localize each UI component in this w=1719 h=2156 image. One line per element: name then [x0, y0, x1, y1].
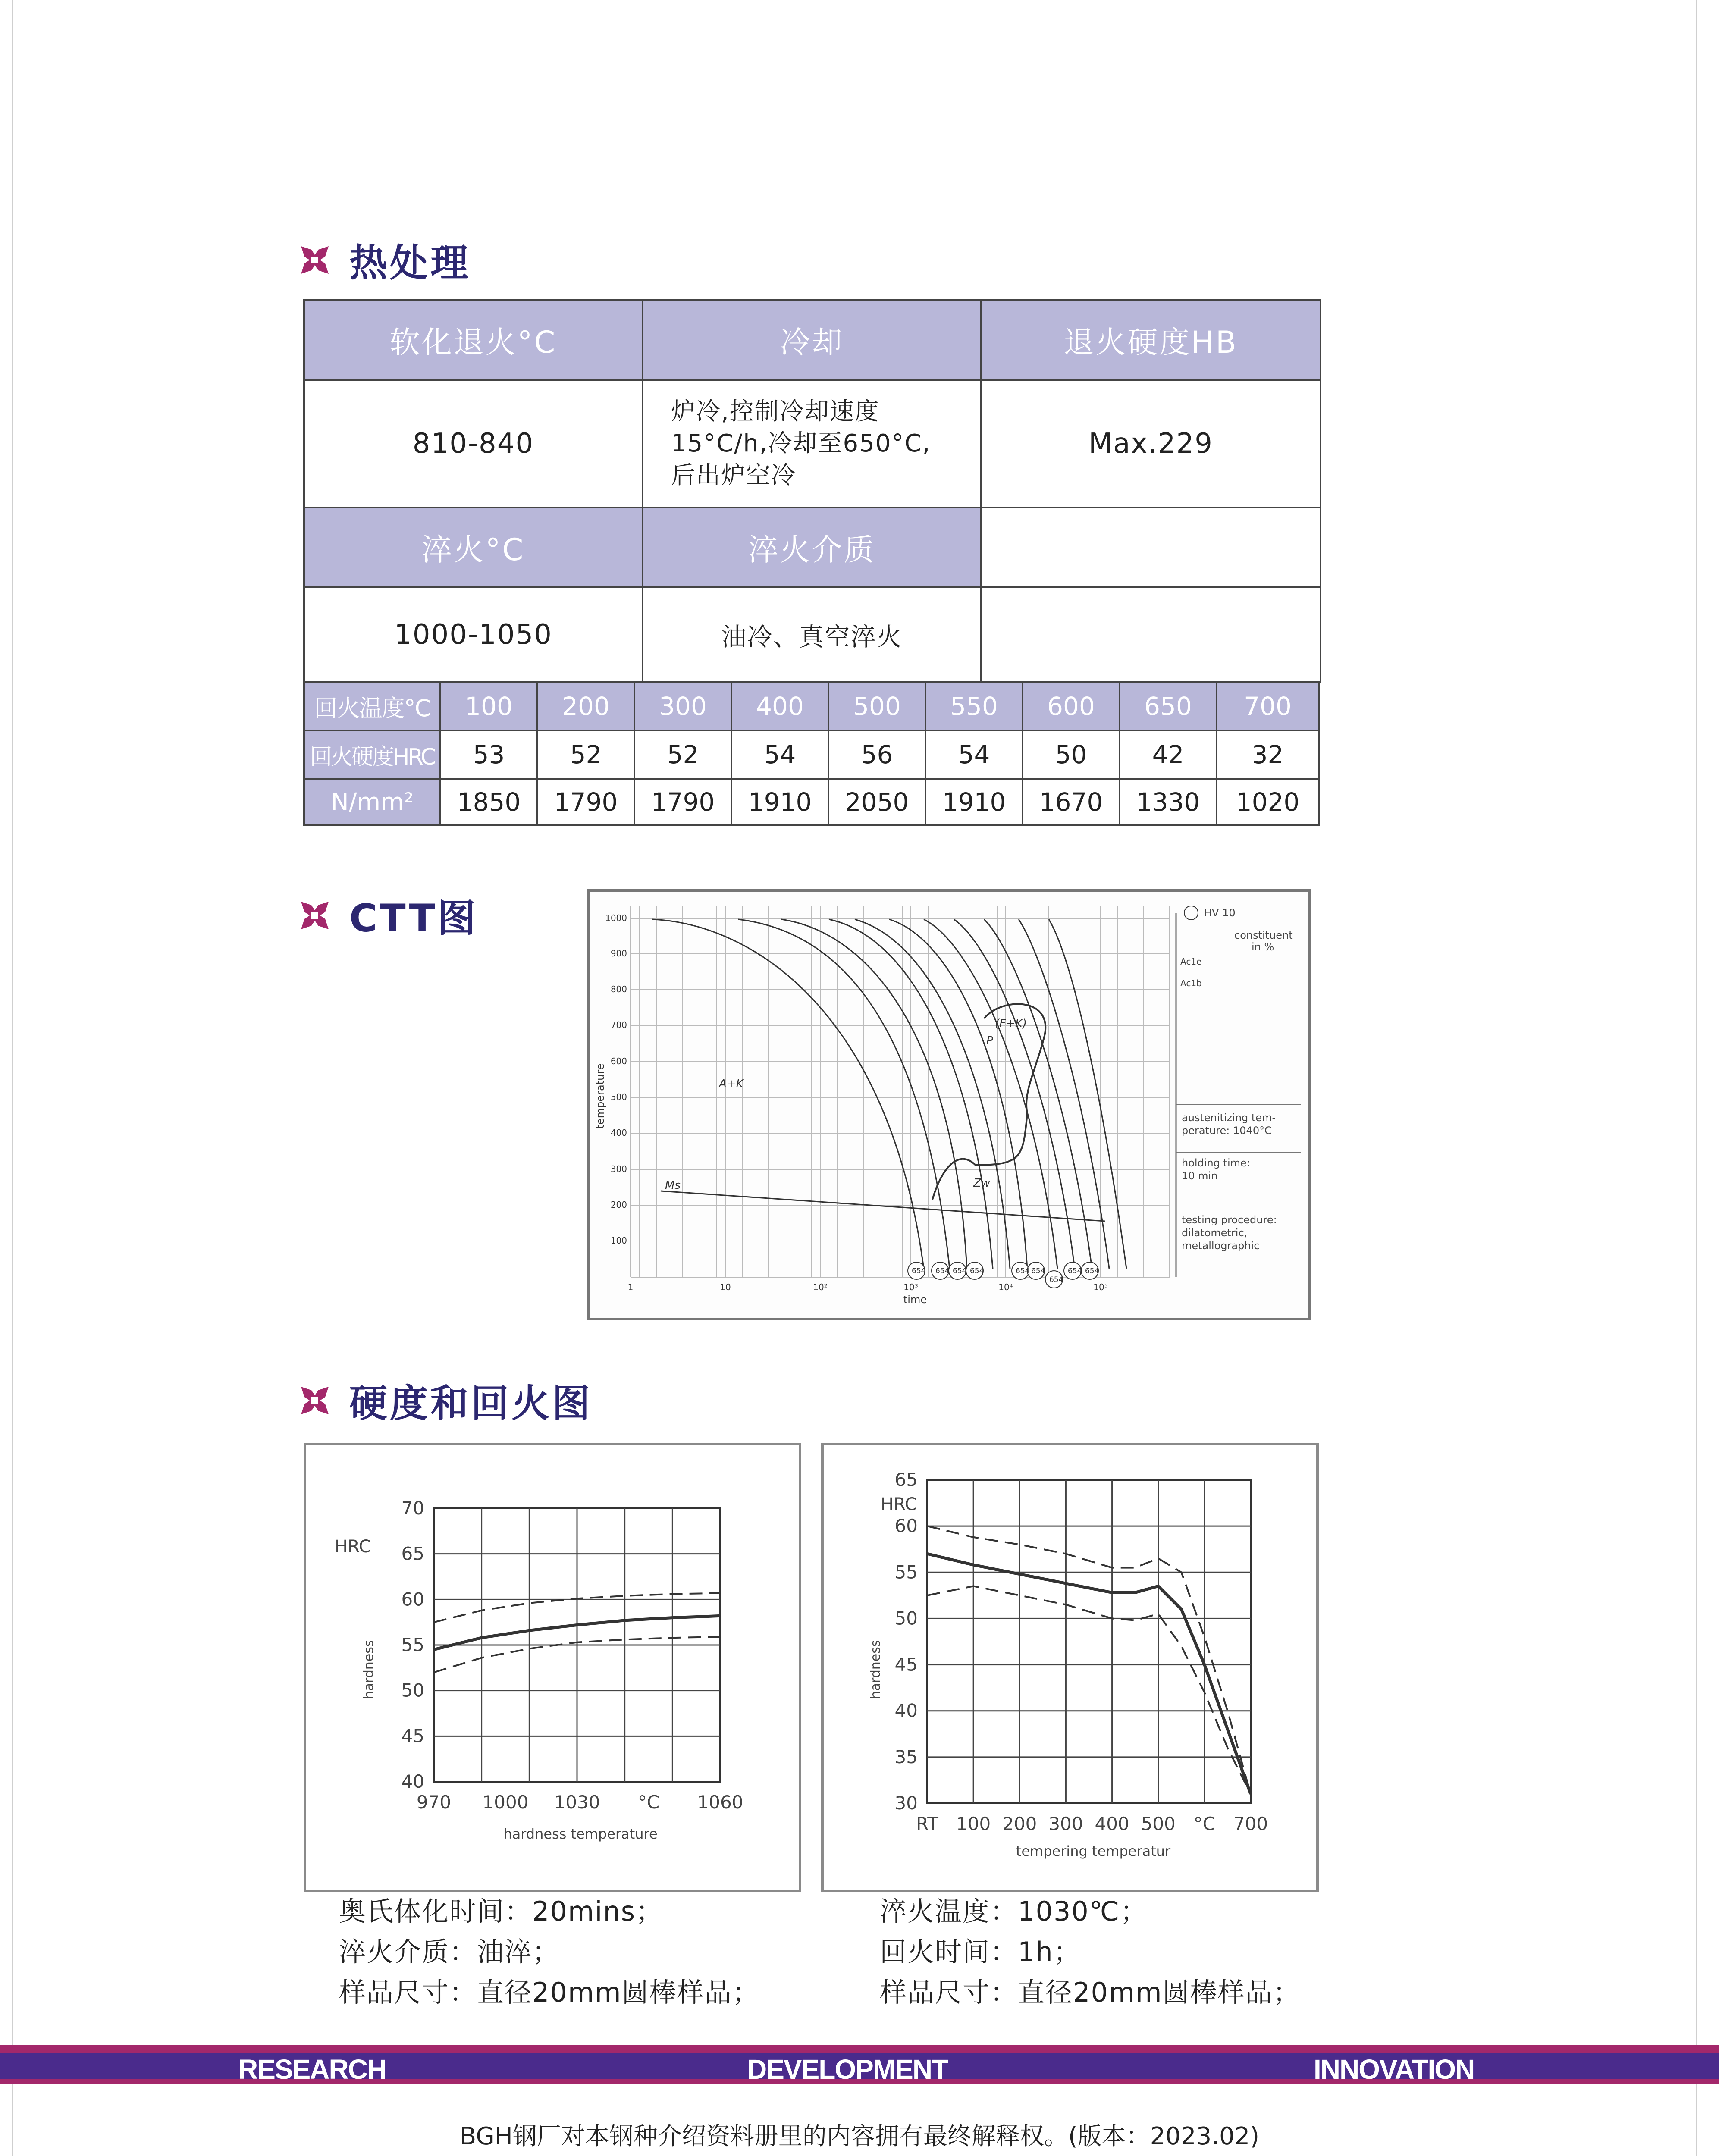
svg-text:A+K: A+K — [719, 1078, 743, 1091]
band-research: RESEARCH — [238, 2054, 386, 2085]
svg-text:Ac1e: Ac1e — [1180, 956, 1202, 967]
temper-hrc: 32 — [1217, 730, 1319, 779]
x-tick-label: 100 — [956, 1813, 991, 1834]
label-temper-hrc: 回火硬度HRC — [304, 730, 440, 779]
svg-text:100: 100 — [610, 1235, 627, 1246]
chart1-y-ticks — [402, 1498, 424, 1792]
hardness-series-line — [927, 1554, 1251, 1794]
svg-text:654: 654 — [1085, 1267, 1099, 1275]
y-tick-label: 60 — [894, 1515, 918, 1537]
tempering-table — [303, 681, 1320, 826]
x-tick-label: 200 — [1002, 1813, 1037, 1834]
chart1-xlabel: hardness temperature — [503, 1826, 658, 1842]
svg-text:10²: 10² — [813, 1282, 828, 1292]
x-tick-label: 1000 — [482, 1792, 529, 1813]
cross-icon — [298, 898, 332, 933]
temper-hrc: 52 — [634, 730, 731, 779]
header-cooling: 冷却 — [643, 300, 981, 380]
strength: 1850 — [440, 779, 537, 825]
y-tick-label: 65 — [401, 1543, 424, 1564]
temper-hrc: 52 — [537, 730, 634, 779]
chart2-y-unit: HRC — [881, 1495, 917, 1514]
chart2-ylabel: hardness — [868, 1640, 883, 1699]
x-tick-label: 500 — [1141, 1813, 1176, 1834]
section-title-ctt — [298, 888, 478, 943]
y-tick-label: 55 — [401, 1634, 424, 1655]
svg-text:testing procedure:: testing procedure: — [1182, 1214, 1277, 1226]
label-temper-temp: 回火温度°C — [304, 682, 440, 730]
cooling-line: 炉冷,控制冷却速度 — [671, 398, 880, 426]
chart2-grid — [927, 1480, 1251, 1803]
temper-temp: 200 — [537, 682, 634, 730]
svg-text:Ms: Ms — [665, 1179, 681, 1192]
strength: 1910 — [731, 779, 828, 825]
y-tick-label: 40 — [894, 1700, 918, 1721]
chart2-series — [927, 1526, 1251, 1794]
y-tick-label: 70 — [401, 1498, 424, 1519]
svg-text:600: 600 — [610, 1056, 627, 1066]
section-title-text: 热处理 — [349, 241, 471, 285]
ctt-xlabel: time — [903, 1294, 927, 1306]
chart1-y-unit: HRC — [335, 1537, 371, 1557]
y-tick-label: 45 — [401, 1725, 424, 1747]
svg-text:10³: 10³ — [903, 1282, 918, 1292]
chart2-x-ticks — [916, 1813, 1268, 1834]
cooling-line: 15°C/h,冷却至650°C, — [671, 429, 931, 458]
chart2-y-ticks — [895, 1469, 918, 1814]
y-tick-label: 65 — [894, 1469, 918, 1490]
x-tick-label: °C — [1193, 1813, 1216, 1834]
svg-text:constituent: constituent — [1234, 929, 1293, 941]
strength: 1790 — [537, 779, 634, 825]
x-tick-label: 300 — [1048, 1813, 1083, 1834]
band-innovation: INNOVATION — [1314, 2054, 1474, 2085]
footer-disclaimer: BGH钢厂对本钢种介绍资料册里的内容拥有最终解释权。(版本：2023.02) — [459, 2122, 1260, 2150]
svg-text:in %: in % — [1252, 941, 1274, 953]
quench-medium-value: 油冷、真空淬火 — [643, 587, 981, 682]
notes-right — [880, 1891, 1301, 2013]
header-annealed-hardness: 退火硬度HB — [981, 300, 1321, 380]
section-title-heat-treatment — [298, 233, 471, 287]
svg-text:654: 654 — [953, 1267, 967, 1275]
svg-text:10: 10 — [720, 1282, 731, 1292]
temper-hrc: 54 — [925, 730, 1023, 779]
note-line: 样品尺寸：直径20mm圆棒样品； — [339, 1977, 760, 2008]
band-top — [0, 2045, 1719, 2053]
note-line: 样品尺寸：直径20mm圆棒样品； — [880, 1977, 1301, 2008]
temper-temp: 650 — [1120, 682, 1217, 730]
y-tick-label: 30 — [894, 1792, 918, 1814]
band-development: DEVELOPMENT — [747, 2054, 948, 2085]
x-tick-label: RT — [916, 1813, 938, 1834]
chart1-x-ticks — [417, 1792, 743, 1813]
y-tick-label: 35 — [894, 1746, 918, 1767]
svg-text:300: 300 — [610, 1164, 627, 1174]
section-title-text: CTT图 — [349, 896, 478, 940]
svg-text:holding time:: holding time: — [1182, 1157, 1250, 1169]
x-tick-label: 1030 — [554, 1792, 600, 1813]
cooling-line: 后出炉空冷 — [671, 461, 796, 489]
cooling-value — [643, 380, 981, 508]
svg-text:654: 654 — [1068, 1267, 1082, 1275]
svg-text:metallographic: metallographic — [1182, 1240, 1260, 1252]
temper-hrc: 42 — [1120, 730, 1217, 779]
temper-temp: 400 — [731, 682, 828, 730]
ctt-ylabel: temperature — [594, 1063, 606, 1129]
temper-hrc: 54 — [731, 730, 828, 779]
section-title-hardness — [298, 1373, 593, 1428]
svg-text:654: 654 — [1016, 1267, 1030, 1275]
y-tick-label: 60 — [401, 1589, 424, 1610]
x-tick-label: °C — [637, 1792, 660, 1813]
svg-text:austenitizing tem-: austenitizing tem- — [1182, 1112, 1276, 1124]
strength: 1910 — [925, 779, 1023, 825]
svg-text:10 min: 10 min — [1182, 1170, 1218, 1182]
svg-text:1: 1 — [627, 1282, 634, 1292]
temper-temp: 500 — [828, 682, 925, 730]
y-tick-label: 50 — [894, 1608, 918, 1629]
strength: 1330 — [1120, 779, 1217, 825]
strength: 1020 — [1217, 779, 1319, 825]
svg-text:200: 200 — [610, 1200, 627, 1210]
y-tick-label: 45 — [894, 1654, 918, 1675]
y-tick-label: 50 — [401, 1680, 424, 1701]
note-line: 奥氏体化时间：20mins； — [339, 1896, 664, 1927]
svg-text:654: 654 — [912, 1267, 926, 1275]
strength: 2050 — [828, 779, 925, 825]
temper-temp: 700 — [1217, 682, 1319, 730]
x-tick-label: 700 — [1233, 1813, 1268, 1834]
heat-treatment-table — [303, 299, 1321, 683]
quenching-value: 1000-1050 — [304, 587, 643, 682]
svg-text:HV 10: HV 10 — [1204, 907, 1236, 919]
svg-text:400: 400 — [610, 1128, 627, 1138]
chart1-ylabel: hardness — [361, 1640, 376, 1699]
header-quenching: 淬火°C — [304, 508, 643, 587]
annealed-hardness-value: Max.229 — [981, 380, 1321, 508]
hardness-temperature-chart — [304, 1443, 801, 1892]
svg-text:10⁴: 10⁴ — [998, 1282, 1013, 1292]
section-title-text: 硬度和回火图 — [349, 1381, 593, 1426]
strength: 1670 — [1023, 779, 1120, 825]
note-line: 淬火介质：油淬； — [339, 1936, 560, 1968]
svg-text:800: 800 — [610, 984, 627, 994]
temper-temp: 550 — [925, 682, 1023, 730]
x-tick-label: 1060 — [697, 1792, 743, 1813]
svg-text:1000: 1000 — [605, 913, 627, 923]
header-empty — [981, 508, 1321, 587]
note-line: 淬火温度：1030℃； — [880, 1896, 1148, 1927]
strength: 1790 — [634, 779, 731, 825]
hardness-series-line — [927, 1586, 1251, 1794]
empty-cell — [981, 587, 1321, 682]
chart1-grid — [434, 1508, 720, 1782]
temper-hrc: 50 — [1023, 730, 1120, 779]
svg-text:10⁵: 10⁵ — [1093, 1282, 1108, 1292]
temper-hrc: 53 — [440, 730, 537, 779]
header-soft-annealing: 软化退火°C — [304, 300, 643, 380]
temper-temp: 600 — [1023, 682, 1120, 730]
svg-text:500: 500 — [610, 1092, 627, 1102]
temper-temp: 300 — [634, 682, 731, 730]
svg-text:Ac1b: Ac1b — [1180, 978, 1202, 988]
cross-icon — [298, 243, 332, 277]
chart2-xlabel: tempering temperatur — [1016, 1843, 1171, 1859]
label-strength: N/mm² — [304, 779, 440, 825]
soft-annealing-value: 810-840 — [304, 380, 643, 508]
svg-text:dilatometric,: dilatometric, — [1182, 1227, 1248, 1239]
svg-text:Zw: Zw — [973, 1177, 991, 1190]
x-tick-label: 970 — [416, 1792, 452, 1813]
cross-icon — [298, 1383, 332, 1418]
svg-text:700: 700 — [610, 1020, 627, 1030]
temper-hrc: 56 — [828, 730, 925, 779]
svg-text:900: 900 — [610, 948, 627, 959]
svg-text:perature: 1040°C: perature: 1040°C — [1182, 1125, 1272, 1137]
svg-text:654: 654 — [1031, 1267, 1045, 1275]
header-quench-medium: 淬火介质 — [643, 508, 981, 587]
note-line: 回火时间：1h； — [880, 1936, 1081, 1968]
ctt-diagram — [587, 889, 1311, 1320]
y-tick-label: 40 — [401, 1771, 424, 1792]
svg-text:654: 654 — [1049, 1275, 1063, 1284]
y-tick-label: 55 — [894, 1561, 918, 1583]
tempering-chart — [821, 1443, 1319, 1892]
svg-text:654: 654 — [935, 1267, 950, 1275]
svg-text:(F+K): (F+K) — [995, 1017, 1027, 1030]
x-tick-label: 400 — [1095, 1813, 1129, 1834]
notes-left — [339, 1891, 760, 2013]
svg-text:654: 654 — [970, 1267, 984, 1275]
plot-frame — [927, 1480, 1251, 1803]
svg-text:P: P — [986, 1034, 993, 1047]
temper-temp: 100 — [440, 682, 537, 730]
